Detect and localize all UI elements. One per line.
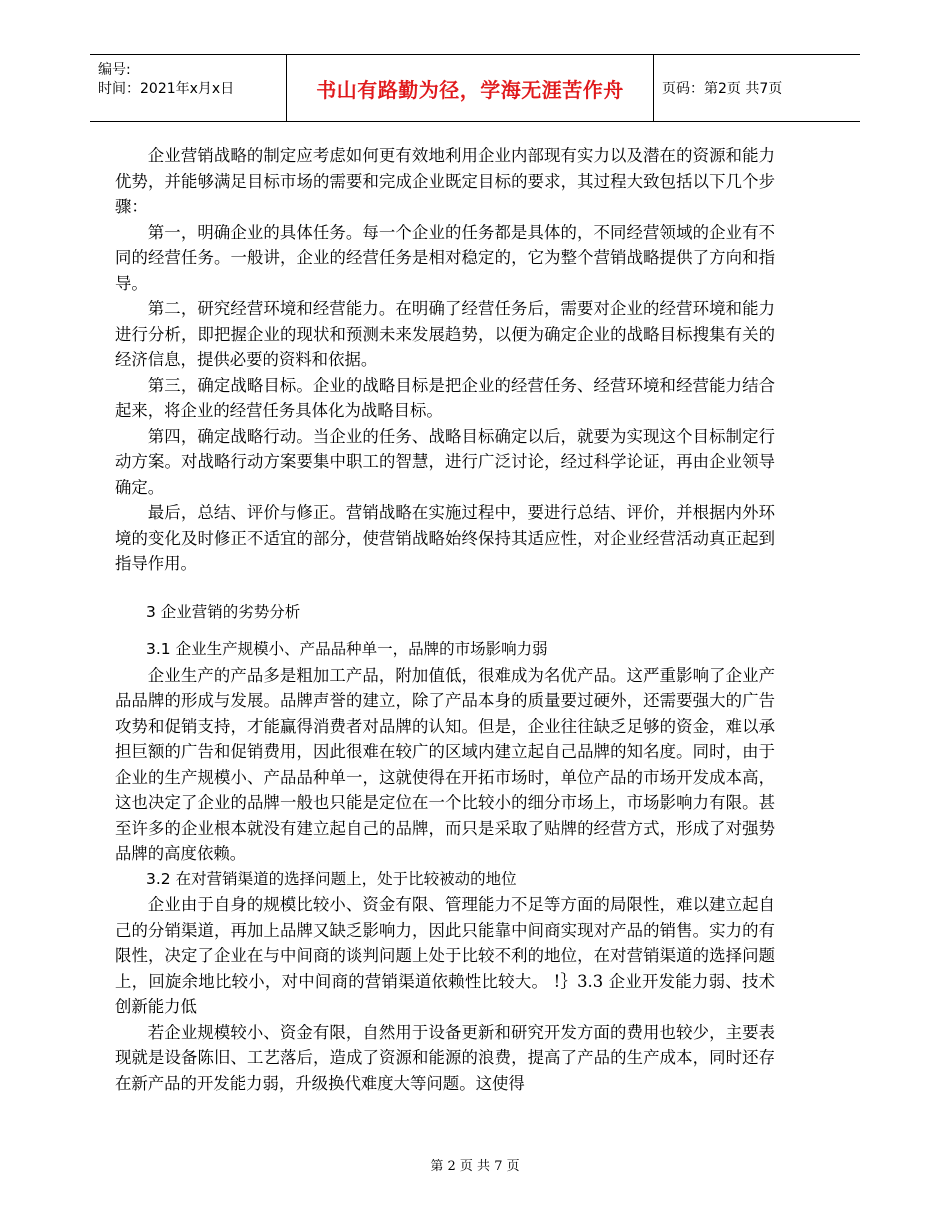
paragraph: 企业营销战略的制定应考虑如何更有效地利用企业内部现有实力以及潜在的资源和能力优势，并能够满足目标市场的需要和完成企业既定目标的要求，其过程大致包括以下几个步骤： (115, 146, 775, 216)
paragraph: 第四，确定战略行动。当企业的任务、战略目标确定以后，就要为实现这个目标制定行动方案。对战略行动方案要集中职工的智慧，进行广泛讨论，经过科学论证，再由企业领导确定。 (115, 426, 775, 497)
header-meta (98, 61, 234, 99)
document-time-label: 时间：2021年x月x日 (98, 81, 235, 97)
paragraph: 最后，总结、评价与修正。营销战略在实施过程中，要进行总结、评价，并根据内外环境的变化及时修正不适宜的部分，使营销战略始终保持其适应性，对企业经营活动真正起到指导作用。 (115, 503, 775, 573)
paragraph: 企业由于自身的规模比较小、资金有限、管理能力不足等方面的局限性，难以建立起自己的分销渠道，再加上品牌又缺乏影响力，因此只能靠中间商实现对产品的销售。实力的有限性，决定了企业在与中间商的谈判问题上处于比较不利的地位，在对营销渠道的选择问题上，回旋余地比较小，对中间商的营销渠道依赖性比较大。 !｝3.3 企业开发能力弱、技术创新能力低 (115, 895, 775, 1016)
header-motto: 书山有路勤为径，学海无涯苦作舟 (286, 55, 654, 121)
header-page-label: 页码：第2页 共7页 (662, 81, 783, 97)
subsection-heading: 3.2 在对营销渠道的选择问题上，处于比较被动的地位 (146, 869, 517, 888)
paragraph: 第三，确定战略目标。企业的战略目标是把企业的经营任务、经营环境和经营能力结合起来，将企业的经营任务具体化为战略目标。 (115, 375, 775, 420)
page-footer: 第 2 页 共 7 页 (430, 1159, 520, 1174)
document-number-label: 编号: (98, 62, 131, 78)
paragraph: 企业生产的产品多是粗加工产品，附加值低，很难成为名优产品。这严重影响了企业产品品牌的形成与发展。品牌声誉的建立，除了产品本身的质量要过硬外，还需要强大的广告攻势和促销支持，才能赢得消费者对品牌的认知。但是，企业往往缺乏足够的资金，难以承担巨额的广告和促销费用，因此很难在较广的区域内建立起自己品牌的知名度。同时，由于企业的生产规模小、产品品种单一，这就使得在开拓市场时，单位产品的市场开发成本高，这也决定了企业的品牌一般也只能是定位在一个比较小的细分市场上，市场影响力有限。甚至许多的企业根本就没有建立起自己的品牌，而只是采取了贴牌的经营方式，形成了对强势品牌的高度依赖。 (115, 665, 775, 863)
paragraph: 第一，明确企业的具体任务。每一个企业的任务都是具体的，不同经营领域的企业有不同的经营任务。一般讲，企业的经营任务是相对稳定的，它为整个营销战略提供了方向和指导。 (115, 222, 775, 293)
paragraph: 若企业规模较小、资金有限，自然用于设备更新和研究开发方面的费用也较少，主要表现就是设备陈旧、工艺落后，造成了资源和能源的浪费，提高了产品的生产成本，同时还存在新产品的开发能力弱，升级换代难度大等问题。这使得 (115, 1022, 775, 1093)
page-header (90, 54, 860, 122)
paragraph: 第二，研究经营环境和经营能力。在明确了经营任务后，需要对企业的经营环境和能力进行分析，即把握企业的现状和预测未来发展趋势，以便为确定企业的战略目标搜集有关的经济信息，提供必要的资料和依据。 (115, 299, 775, 369)
subsection-heading: 3.1 企业生产规模小、产品品种单一，品牌的市场影响力弱 (146, 640, 548, 658)
document-body (115, 143, 775, 1096)
section-heading: 3 企业营销的劣势分析 (146, 602, 301, 621)
